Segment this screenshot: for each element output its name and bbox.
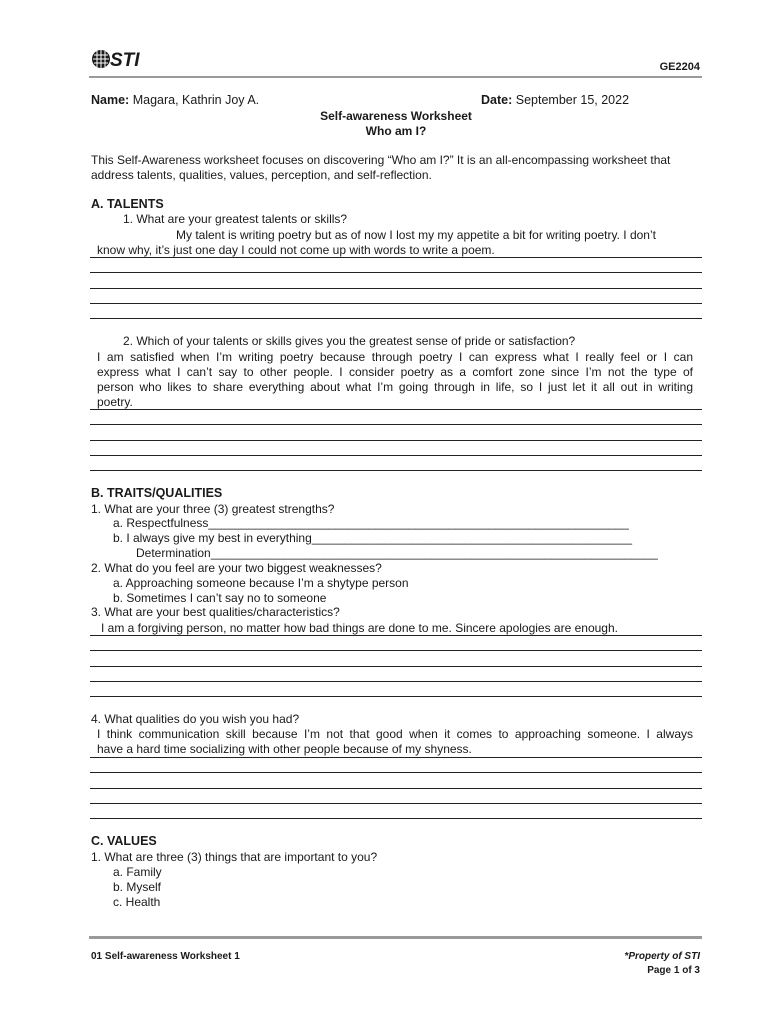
section-talents-heading: A. TALENTS — [91, 197, 164, 211]
answer-line — [90, 318, 702, 319]
section-traits-heading: B. TRAITS/QUALITIES — [91, 486, 223, 500]
footer-divider — [89, 936, 702, 939]
worksheet-subtitle: Who am I? — [365, 124, 427, 138]
answer-line — [90, 696, 702, 697]
talents-answer-2-line-2: express what I can’t say to other people. I consider poetry as a comfort zone since I’m not the type of — [97, 365, 693, 379]
footer-page-number: Page 1 of 3 — [647, 965, 700, 976]
strength-b: b. I always give my best in everything________________________________________________ — [113, 531, 633, 545]
answer-line — [90, 470, 702, 471]
answer-line — [90, 757, 702, 758]
traits-question-2: 2. What do you feel are your two biggest weaknesses? — [91, 561, 382, 575]
date-value: September 15, 2022 — [515, 93, 630, 107]
name-label: Name: — [91, 93, 130, 107]
sti-logo — [91, 46, 143, 72]
answer-line — [90, 681, 702, 682]
answer-line — [90, 440, 702, 441]
strength-a: a. Respectfulness_______________________________________________________________ — [113, 516, 629, 530]
talents-answer-1-line-1: My talent is writing poetry but as of now I lost my my appetite a bit for writing poetry. I don’t — [176, 228, 656, 242]
answer-line — [90, 424, 702, 425]
traits-question-3: 3. What are your best qualities/characteristics? — [91, 605, 340, 619]
answer-line — [90, 650, 702, 651]
date-label: Date: — [481, 93, 513, 107]
strength-c: Determination___________________________________________________________________ — [136, 546, 658, 560]
values-question-1: 1. What are three (3) things that are important to you? — [91, 850, 378, 864]
traits-answer-3: I am a forgiving person, no matter how bad things are done to me. Sincere apologies are enough. — [101, 621, 618, 635]
talents-answer-2-line-1: I am satisfied when I’m writing poetry because through poetry I can express what I really feel or I can — [97, 350, 693, 364]
section-values-heading: C. VALUES — [91, 834, 157, 848]
talents-answer-2-line-3: person who likes to share everything about what I’m going through in life, so I just let it all out in writing — [97, 380, 693, 394]
answer-line — [90, 772, 702, 773]
answer-line — [90, 303, 702, 304]
course-code: GE2204 — [659, 61, 700, 73]
weakness-b: b. Sometimes I can’t say no to someone — [113, 591, 327, 605]
answer-line — [90, 288, 702, 289]
answer-line — [90, 272, 702, 273]
weakness-a: a. Approaching someone because I’m a shytype person — [113, 576, 409, 590]
value-c: c. Health — [113, 895, 161, 909]
traits-question-4: 4. What qualities do you wish you had? — [91, 712, 300, 726]
answer-line — [90, 635, 702, 636]
talents-question-2: 2. Which of your talents or skills gives you the greatest sense of pride or satisfaction? — [123, 334, 576, 348]
footer-property: *Property of STI — [624, 951, 700, 962]
answer-line — [90, 257, 702, 258]
answer-line — [90, 666, 702, 667]
talents-answer-2-line-4: poetry. — [97, 395, 133, 409]
answer-line — [90, 409, 702, 410]
traits-question-1: 1. What are your three (3) greatest strengths? — [91, 502, 335, 516]
answer-line — [90, 803, 702, 804]
answer-line — [90, 788, 702, 789]
name-value: Magara, Kathrin Joy A. — [132, 93, 260, 107]
worksheet-title: Self-awareness Worksheet — [320, 109, 472, 123]
traits-answer-4-line-1: I think communication skill because I’m not that good when it comes to approaching someone. I always — [97, 727, 693, 741]
traits-answer-4-line-2: have a hard time socializing with other people because of my shyness. — [97, 742, 472, 756]
name-field — [91, 93, 259, 107]
date-field — [481, 93, 629, 107]
intro-line-2: address talents, qualities, values, perception, and self-reflection. — [91, 168, 432, 182]
answer-line — [90, 455, 702, 456]
footer-document-name: 01 Self-awareness Worksheet 1 — [91, 951, 240, 962]
value-b: b. Myself — [113, 880, 162, 894]
logo-text: STI — [110, 50, 140, 71]
intro-line-1: This Self-Awareness worksheet focuses on discovering “Who am I?” It is an all-encompassing worksheet that — [91, 153, 671, 167]
value-a: a. Family — [113, 865, 162, 879]
answer-line — [90, 818, 702, 819]
header-divider — [89, 76, 702, 78]
talents-question-1: 1. What are your greatest talents or skills? — [123, 212, 348, 226]
talents-answer-1-line-2: know why, it’s just one day I could not come up with words to write a poem. — [97, 243, 495, 257]
